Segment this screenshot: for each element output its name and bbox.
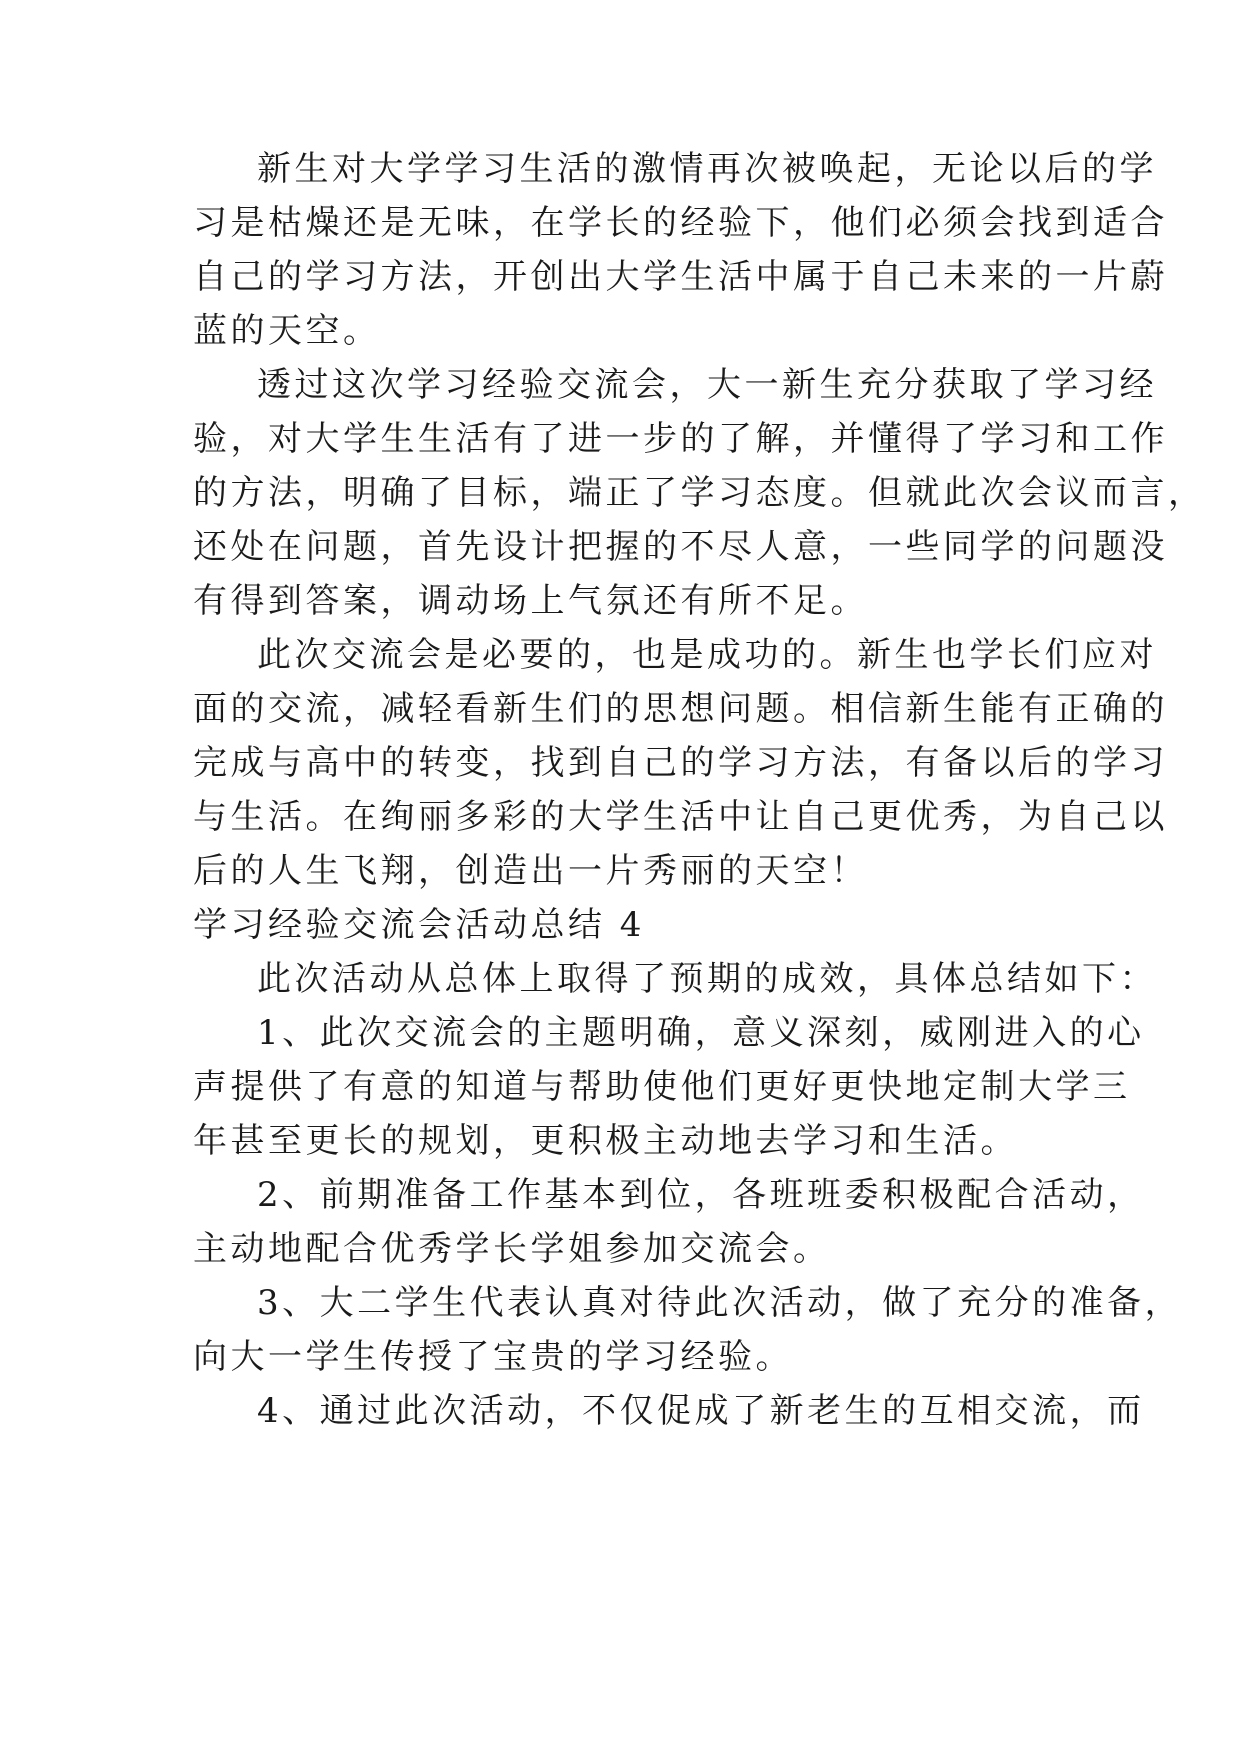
section-heading: 学习经验交流会活动总结 4	[193, 905, 645, 945]
paragraph-1-line-4: 蓝的天空。	[193, 311, 381, 351]
paragraph-3-line-2: 面的交流，减轻看新生们的思想问题。相信新生能有正确的	[193, 689, 1168, 729]
document-page	[193, 0, 1206, 1754]
paragraph-3-line-5: 后的人生飞翔，创造出一片秀丽的天空！	[193, 851, 868, 891]
paragraph-3-line-4: 与生活。在绚丽多彩的大学生活中让自己更优秀，为自己以	[193, 797, 1168, 837]
item-3-line-1: 3、大二学生代表认真对待此次活动，做了充分的准备，	[257, 1283, 1183, 1323]
paragraph-2-line-4: 还处在问题，首先设计把握的不尽人意，一些同学的问题没	[193, 527, 1168, 567]
paragraph-1-line-3: 自己的学习方法，开创出大学生活中属于自己未来的一片蔚	[193, 257, 1168, 297]
item-1-line-2: 声提供了有意的知道与帮助使他们更好更快地定制大学三	[193, 1067, 1131, 1107]
paragraph-2-line-3: 的方法，明确了目标，端正了学习态度。但就此次会议而言，	[193, 473, 1206, 513]
paragraph-2-line-1: 透过这次学习经验交流会，大一新生充分获取了学习经	[257, 365, 1157, 405]
summary-intro: 此次活动从总体上取得了预期的成效，具体总结如下：	[257, 959, 1157, 999]
paragraph-3-line-3: 完成与高中的转变，找到自己的学习方法，有备以后的学习	[193, 743, 1168, 783]
item-2-line-1: 2、前期准备工作基本到位，各班班委积极配合活动，	[257, 1175, 1145, 1215]
item-3-line-2: 向大一学生传授了宝贵的学习经验。	[193, 1337, 793, 1377]
item-4-line-1: 4、通过此次活动，不仅促成了新老生的互相交流，而	[257, 1391, 1145, 1431]
item-1-line-1: 1、此次交流会的主题明确，意义深刻，威刚进入的心	[257, 1013, 1145, 1053]
paragraph-3-line-1: 此次交流会是必要的，也是成功的。新生也学长们应对	[257, 635, 1157, 675]
item-1-line-3: 年甚至更长的规划，更积极主动地去学习和生活。	[193, 1121, 1018, 1161]
paragraph-1-line-2: 习是枯燥还是无味，在学长的经验下，他们必须会找到适合	[193, 203, 1168, 243]
paragraph-2-line-2: 验，对大学生生活有了进一步的了解，并懂得了学习和工作	[193, 419, 1168, 459]
paragraph-2-line-5: 有得到答案，调动场上气氛还有所不足。	[193, 581, 868, 621]
paragraph-1-line-1: 新生对大学学习生活的激情再次被唤起，无论以后的学	[257, 149, 1157, 189]
item-2-line-2: 主动地配合优秀学长学姐参加交流会。	[193, 1229, 831, 1269]
